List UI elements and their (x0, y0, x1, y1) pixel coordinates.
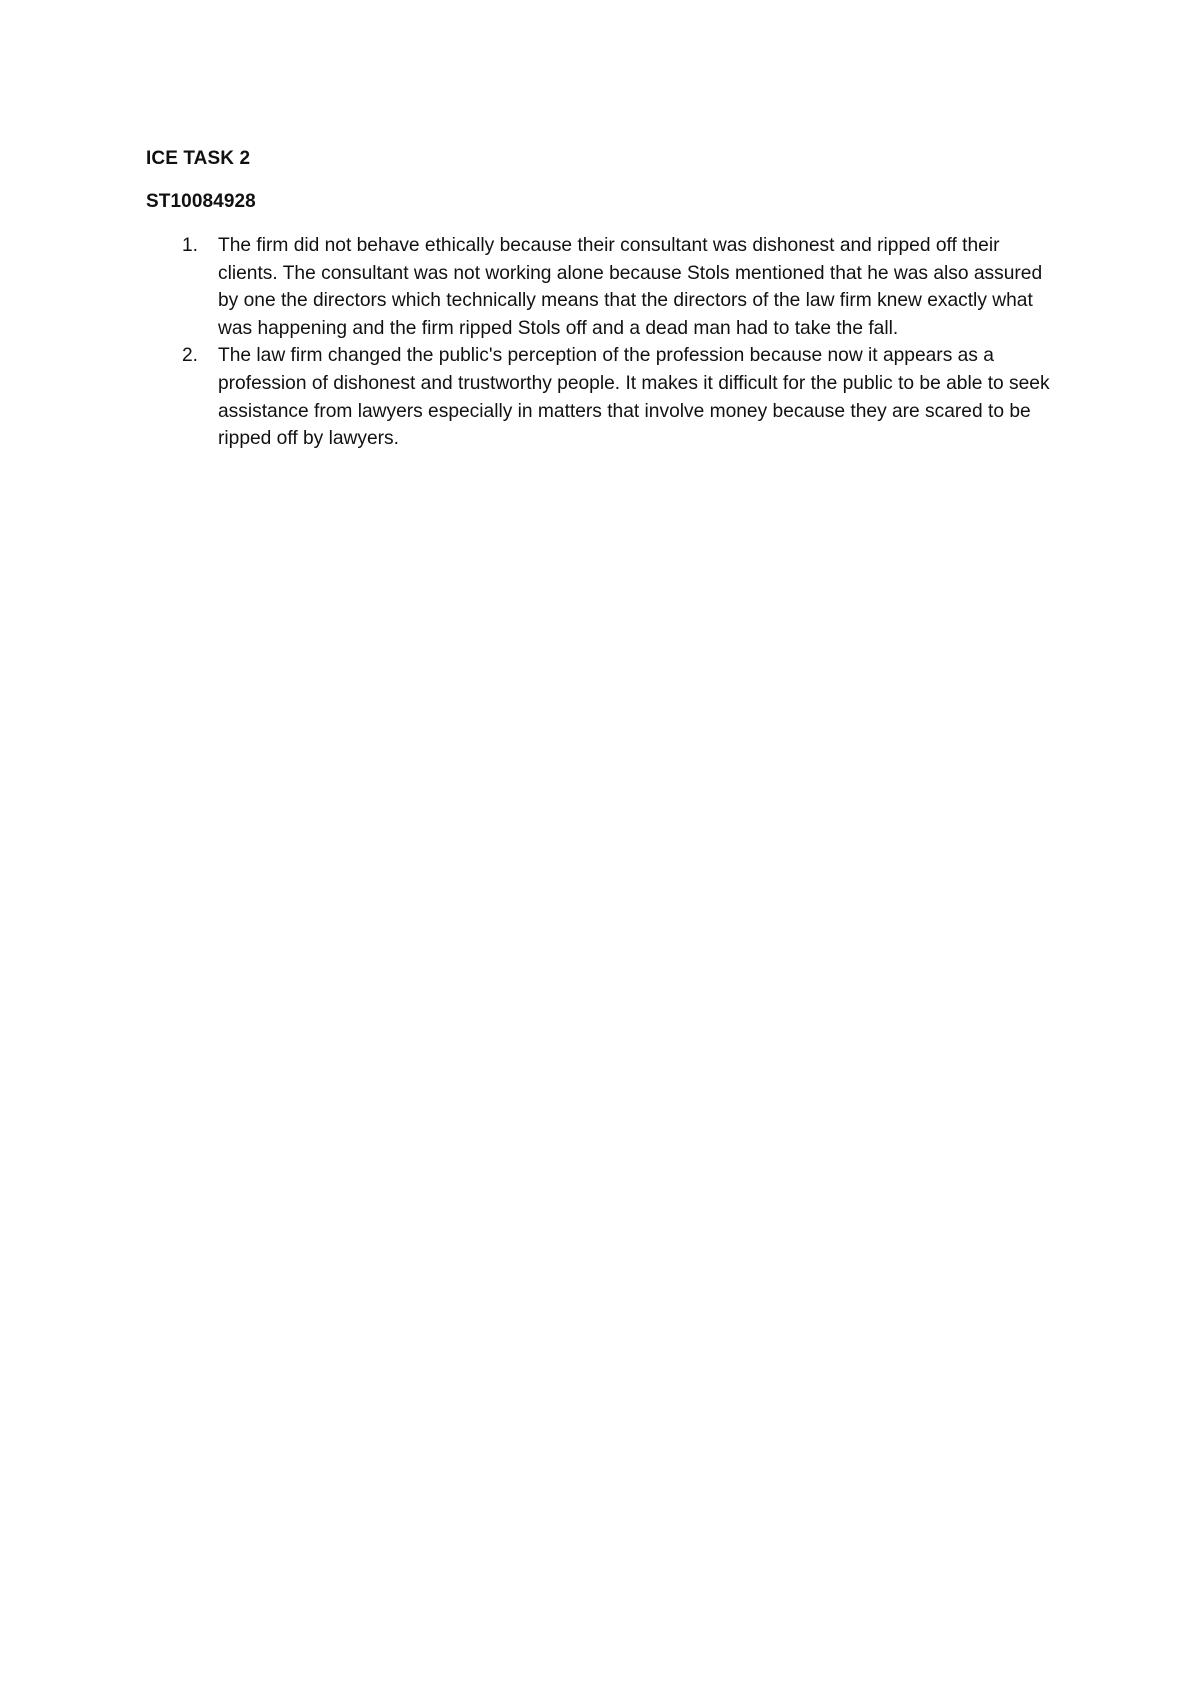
list-item-text: The firm did not behave ethically because their consultant was dishonest and ripped off their clients. The consultant was not working alone because Stols mentioned that he was also assured by one the directors which technically means that the directors of the law firm knew exactly what was happening and the firm ripped Stols off and a dead man had to take the fall. (218, 235, 1043, 339)
list-item-text: The law firm changed the public's perception of the profession because now it appears as a profession of dishonest and trustworthy people. It makes it difficult for the public to be able to seek assistance from lawyers especially in matters that involve money because they are scared to be ripped off by lawyers. (218, 345, 1050, 450)
list-item (146, 232, 1066, 342)
document-title: ICE TASK 2 (146, 148, 251, 169)
answer-list (146, 232, 1066, 453)
student-id: ST10084928 (146, 191, 256, 212)
list-item (146, 342, 1066, 452)
list-item-number: 1. (182, 235, 199, 256)
list-item-number: 2. (182, 345, 199, 367)
